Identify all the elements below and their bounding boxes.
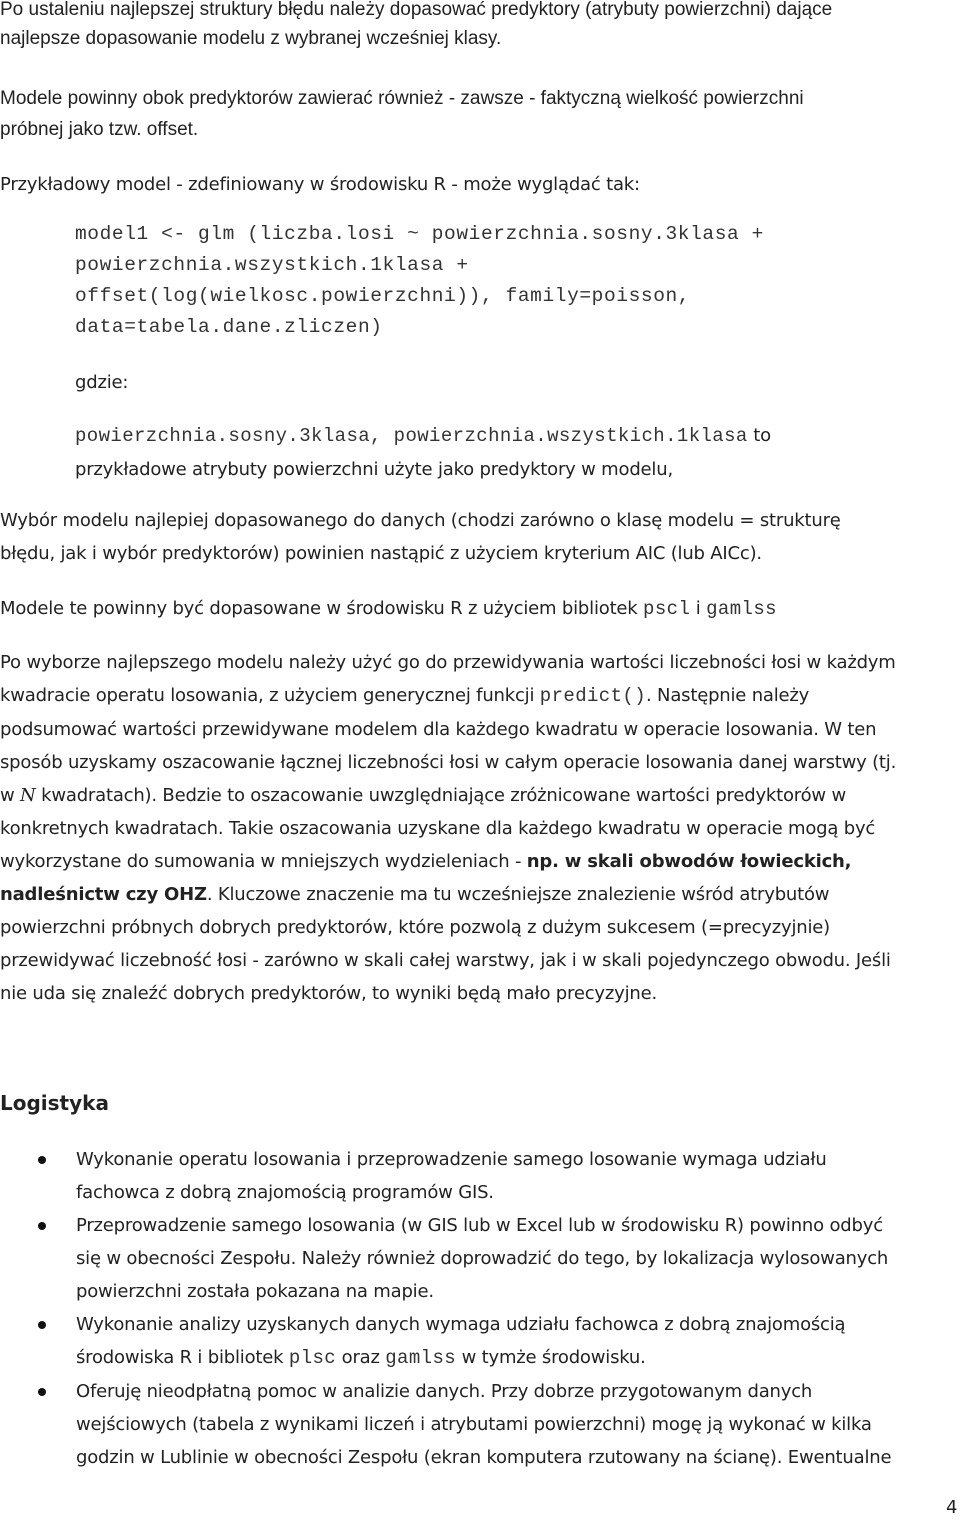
code-block-model: [75, 219, 935, 343]
library-plsc: plsc: [288, 1347, 337, 1369]
list-item: Wykonanie operatu losowania i przeprowadzenie samego losowanie wymaga udziału fachowca z dobrą znajomością programów GIS.: [0, 1143, 956, 1209]
paragraph-przykladowy-model: Przykładowy model - zdefiniowany w środowisku R - może wyglądać tak:: [0, 174, 640, 195]
library-pscl: pscl: [643, 598, 691, 620]
logistics-bullet-list: [0, 1143, 960, 1474]
function-predict: predict(): [539, 685, 647, 707]
paragraph-offset: Modele powinny obok predyktorów zawierać również - zawsze - faktyczną wielkość powierzchni próbnej jako tzw. offset.: [0, 88, 804, 140]
bullet-icon: [38, 1388, 46, 1396]
code-line: powierzchnia.wszystkich.1klasa +: [75, 254, 469, 276]
predictor-names-code: powierzchnia.sosny.3klasa, powierzchnia.wszystkich.1klasa: [75, 425, 748, 447]
bullet-icon: [38, 1222, 46, 1230]
list-item: Oferuję nieodpłatną pomoc w analizie danych. Przy dobrze przygotowanym danych wejściowych (tabela z wynikami liczeń i atrybutami powierzchni) mogę ją wykonać w kilka godzin w Lublinie w obecności Zespołu (ekran komputera rzutowany na ścianę). Ewentualne: [0, 1375, 956, 1474]
library-gamlss: gamlss: [706, 598, 777, 620]
paragraph-predykcja: Po wyborze najlepszego modelu należy użyć go do przewidywania wartości liczebności łosi w każdym kwadracie operatu losowania, z użyciem generycznej funkcji predict(). Następnie należy podsumować wartości przewidywane modelem dla każdego kwadratu w operacie losowania. W ten sposób uzyskamy oszacowanie łącznej liczebności łosi w całym operacie losowania danej warstwy (tj. w N kwadratach). Bedzie to oszacowanie uwzględniające zróżnicowane wartości predyktorów w konkretnych kwadratach. Takie oszacowania uzyskane dla każdego kwadratu w operacie mogą być wykorzystane do sumowania w mniejszych wydzieleniach - np. w skali obwodów łowieckich, nadleśnictw czy OHZ. Kluczowe znaczenie ma tu wcześniejsze znalezienie wśród atrybutów powierzchni próbnych dobrych predyktorów, które pozwolą z dużym sukcesem (=precyzyjnie) przewidywać liczebność łosi - zarówno w skali całej warstwy, jak i w skali pojedynczego obwodu. Jeśli nie uda się znaleźć dobrych predyktorów, to wyniki będą mało precyzyjne.: [0, 652, 897, 1004]
code-line: model1 <- glm (liczba.losi ~ powierzchnia.sosny.3klasa +: [75, 223, 764, 245]
page-number: 4: [946, 1497, 958, 1518]
list-item: Przeprowadzenie samego losowania (w GIS lub w Excel lub w środowisku R) powinno odbyć się w obecności Zespołu. Należy również doprowadzić do tego, by lokalizacja wylosowanych powierzchni została pokazana na mapie.: [0, 1209, 956, 1308]
where-explanation: powierzchnia.sosny.3klasa, powierzchnia.wszystkich.1klasa to przykładowe atrybuty powierzchni użyte jako predyktory w modelu,: [75, 425, 771, 480]
list-item: Wykonanie analizy uzyskanych danych wymaga udziału fachowca z dobrą znajomością środowiska R i bibliotek plsc oraz gamlss w tymże środowisku.: [0, 1308, 956, 1375]
where-label: gdzie:: [75, 372, 129, 393]
code-line: offset(log(wielkosc.powierzchni)), family=poisson,: [75, 285, 691, 307]
paragraph-struktura-bledu: Po ustaleniu najlepszej struktury błędu należy dopasować predyktory (atrybuty powierzchni) dające najlepsze dopasowanie modelu z wybranej wcześniej klasy.: [0, 0, 833, 49]
paragraph-wybor-modelu: Wybór modelu najlepiej dopasowanego do danych (chodzi zarówno o klasę modelu = strukturę błędu, jak i wybór predyktorów) powinien nastąpić z użyciem kryterium AIC (lub AICc).: [0, 510, 841, 564]
bullet-icon: [38, 1321, 46, 1329]
section-heading-logistyka: Logistyka: [0, 1091, 109, 1115]
library-gamlss: gamlss: [385, 1347, 457, 1369]
bullet-icon: [38, 1156, 46, 1164]
symbol-N: N: [20, 785, 36, 806]
code-line: data=tabela.dane.zliczen): [75, 316, 383, 338]
paragraph-biblioteki: Modele te powinny być dopasowane w środowisku R z użyciem bibliotek pscl i gamlss: [0, 598, 777, 620]
